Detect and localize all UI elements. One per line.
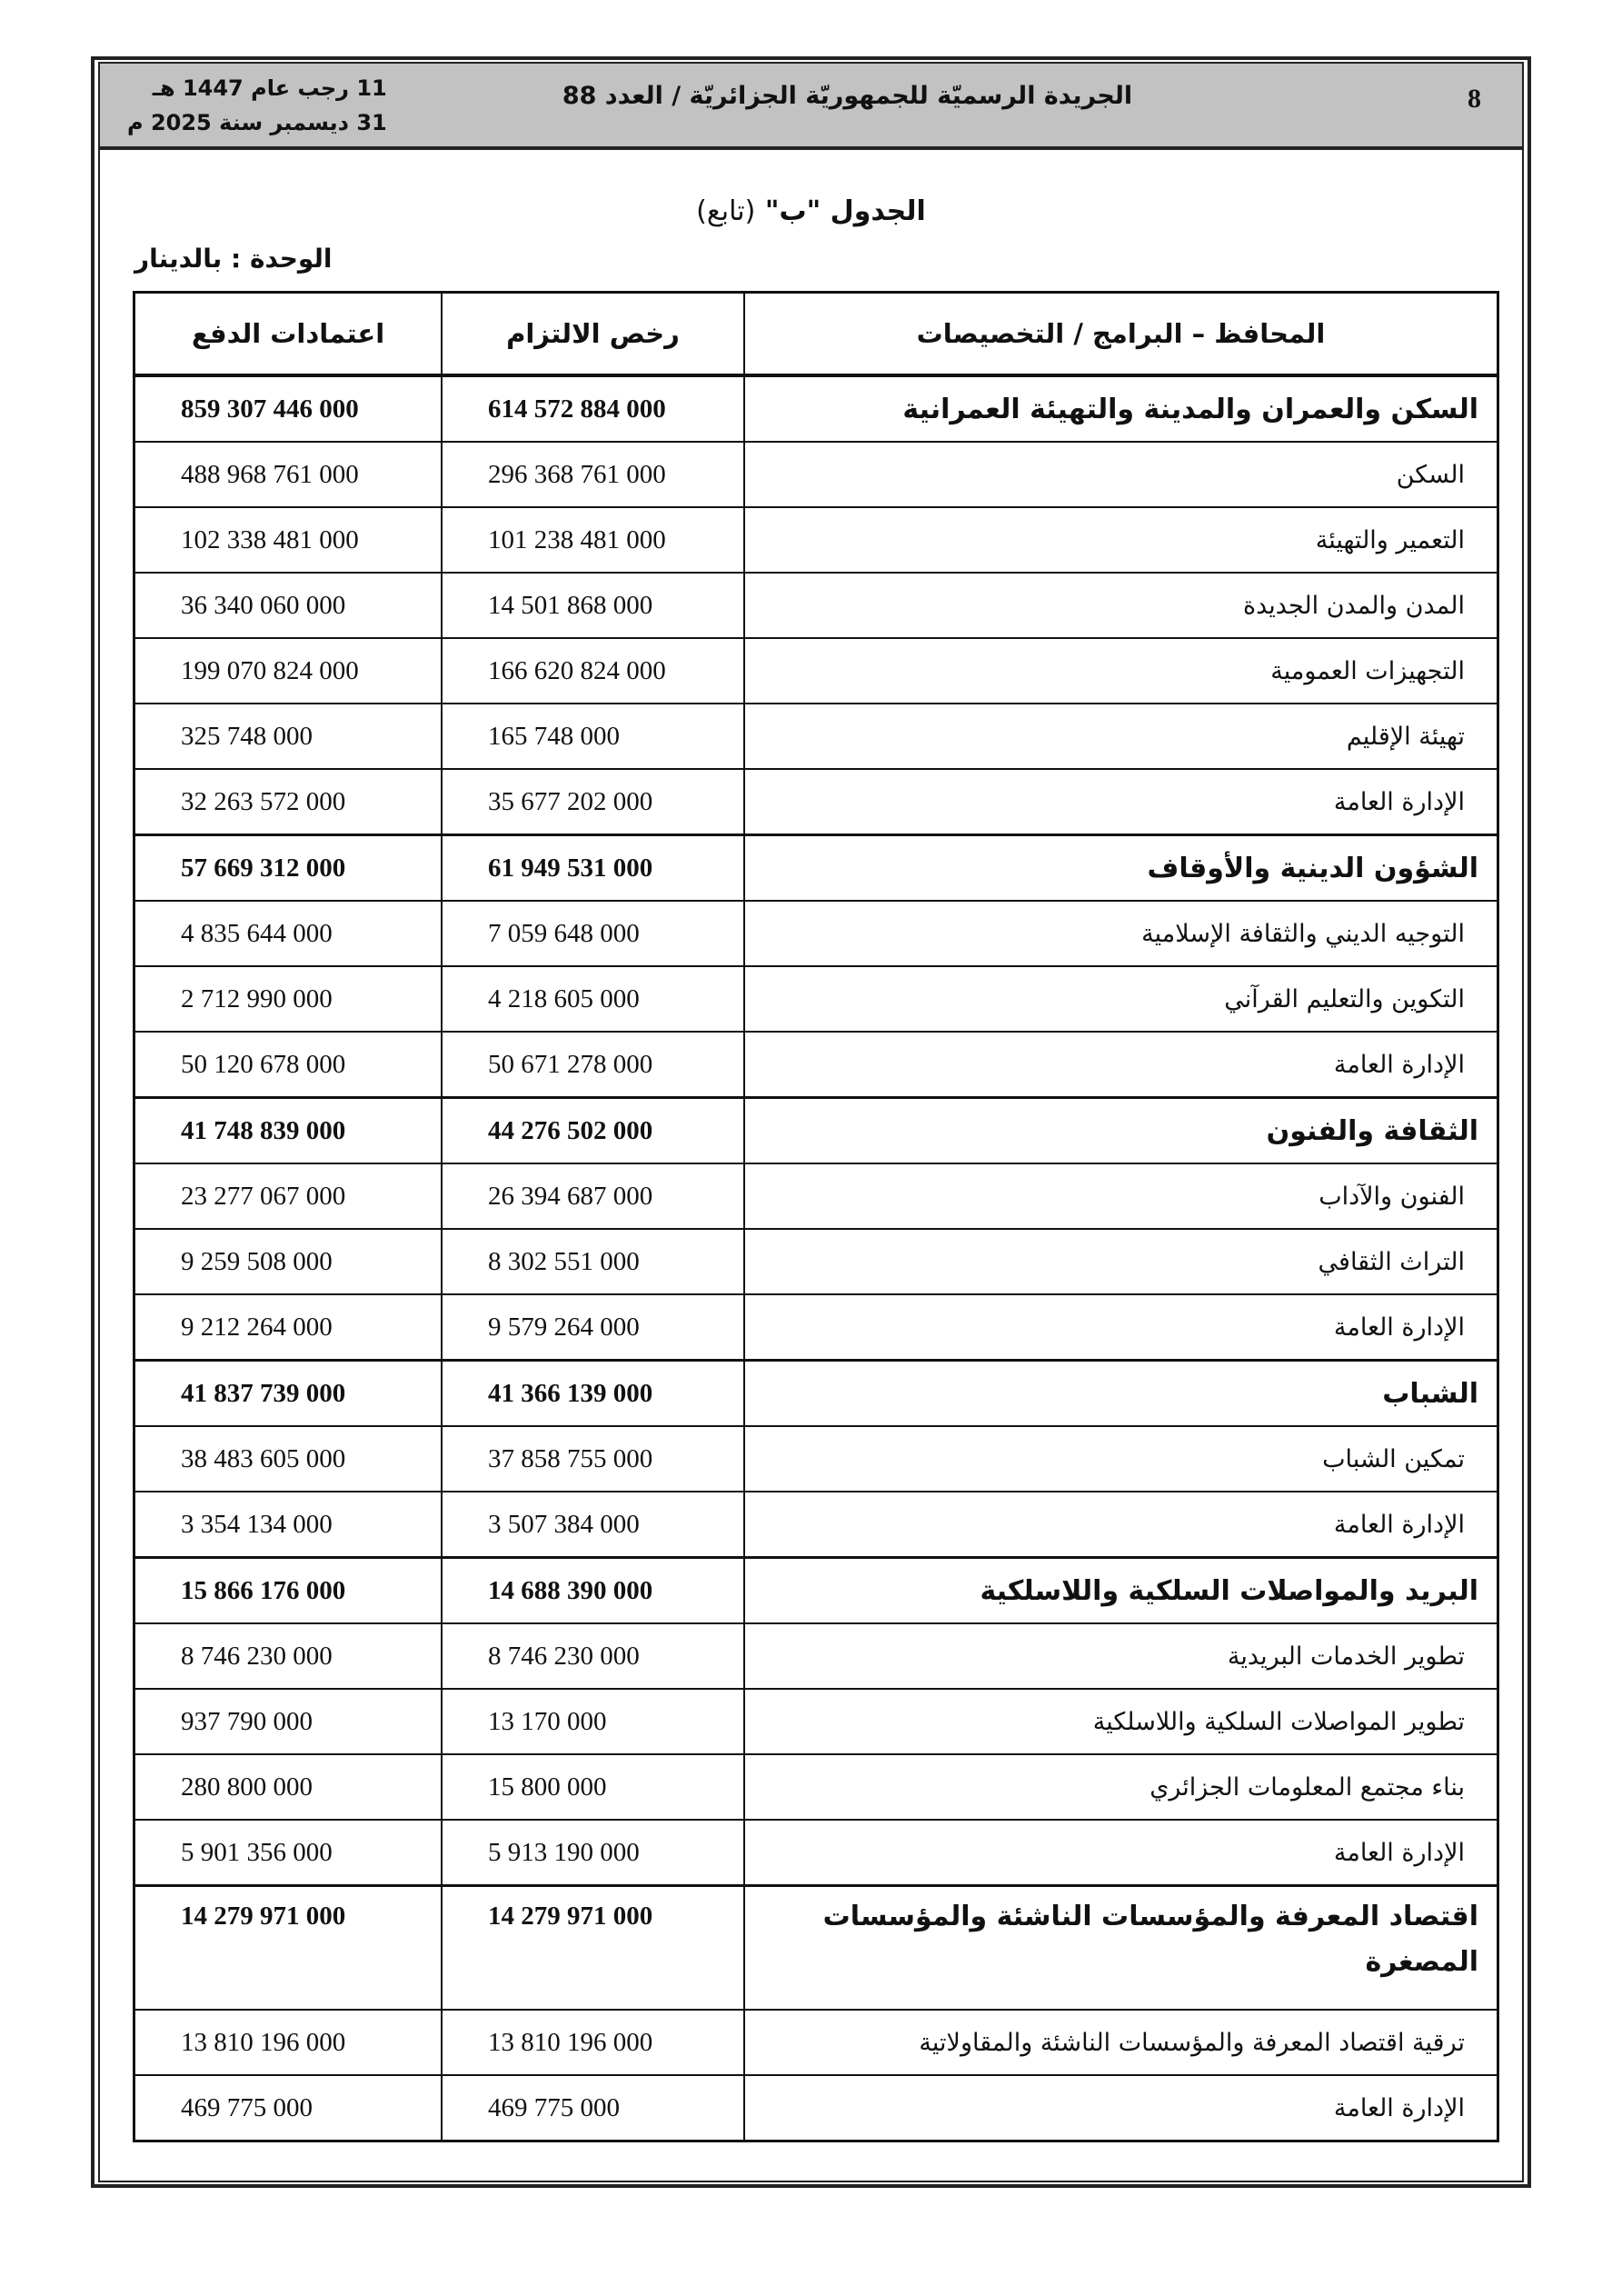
commitment-value: 165 748 000 bbox=[442, 704, 744, 769]
row-name: الإدارة العامة bbox=[744, 1294, 1498, 1361]
row-name: تمكين الشباب bbox=[744, 1426, 1498, 1492]
allocation-row bbox=[134, 966, 1498, 1032]
allocation-row bbox=[134, 704, 1498, 769]
program-row bbox=[134, 375, 1498, 442]
allocation-row bbox=[134, 901, 1498, 966]
commitment-value: 614 572 884 000 bbox=[442, 375, 744, 442]
payment-value: 50 120 678 000 bbox=[134, 1032, 443, 1098]
allocation-row bbox=[134, 1689, 1498, 1754]
unit-label: الوحدة : بالدينار bbox=[134, 244, 333, 274]
row-name: تطوير المواصلات السلكية واللاسلكية bbox=[744, 1689, 1498, 1754]
payment-value: 325 748 000 bbox=[134, 704, 443, 769]
allocation-row bbox=[134, 2010, 1498, 2075]
commitment-value: 15 800 000 bbox=[442, 1754, 744, 1820]
commitment-value: 8 302 551 000 bbox=[442, 1229, 744, 1294]
program-row bbox=[134, 835, 1498, 902]
row-name: التوجيه الديني والثقافة الإسلامية bbox=[744, 901, 1498, 966]
row-name: السكن bbox=[744, 442, 1498, 507]
commitment-value: 13 170 000 bbox=[442, 1689, 744, 1754]
allocation-row bbox=[134, 1032, 1498, 1098]
row-name: الإدارة العامة bbox=[744, 1820, 1498, 1886]
allocation-row bbox=[134, 507, 1498, 573]
date-gregorian: 31 ديسمبر سنة 2025 م bbox=[127, 110, 387, 135]
row-name: التكوين والتعليم القرآني bbox=[744, 966, 1498, 1032]
row-name: تهيئة الإقليم bbox=[744, 704, 1498, 769]
payment-value: 937 790 000 bbox=[134, 1689, 443, 1754]
commitment-value: 44 276 502 000 bbox=[442, 1098, 744, 1164]
payment-value: 14 279 971 000 bbox=[134, 1886, 443, 2011]
payment-value: 9 259 508 000 bbox=[134, 1229, 443, 1294]
table-title-main: الجدول "ب" bbox=[764, 195, 926, 227]
row-name: الثقافة والفنون bbox=[744, 1098, 1498, 1164]
date-hijri: 11 رجب عام 1447 هـ bbox=[152, 75, 387, 101]
column-header-payment: اعتمادات الدفع bbox=[134, 293, 443, 376]
table-title-sub: (تابع) bbox=[696, 195, 756, 227]
commitment-value: 13 810 196 000 bbox=[442, 2010, 744, 2075]
payment-value: 9 212 264 000 bbox=[134, 1294, 443, 1361]
table-header-row bbox=[134, 293, 1498, 376]
payment-value: 280 800 000 bbox=[134, 1754, 443, 1820]
row-name: الفنون والآداب bbox=[744, 1163, 1498, 1229]
row-name: الإدارة العامة bbox=[744, 2075, 1498, 2141]
row-name: ترقية اقتصاد المعرفة والمؤسسات الناشئة والمقاولاتية bbox=[744, 2010, 1498, 2075]
allocation-row bbox=[134, 1229, 1498, 1294]
budget-table bbox=[133, 291, 1499, 2142]
allocation-row bbox=[134, 1492, 1498, 1558]
page-header bbox=[100, 64, 1522, 150]
commitment-value: 166 620 824 000 bbox=[442, 638, 744, 704]
allocation-row bbox=[134, 1294, 1498, 1361]
allocation-row bbox=[134, 1426, 1498, 1492]
allocation-row bbox=[134, 769, 1498, 835]
program-row bbox=[134, 1886, 1498, 2011]
payment-value: 57 669 312 000 bbox=[134, 835, 443, 902]
row-name: الإدارة العامة bbox=[744, 1492, 1498, 1558]
commitment-value: 296 368 761 000 bbox=[442, 442, 744, 507]
allocation-row bbox=[134, 1163, 1498, 1229]
payment-value: 41 748 839 000 bbox=[134, 1098, 443, 1164]
row-name: البريد والمواصلات السلكية واللاسلكية bbox=[744, 1558, 1498, 1624]
payment-value: 199 070 824 000 bbox=[134, 638, 443, 704]
row-name: التراث الثقافي bbox=[744, 1229, 1498, 1294]
commitment-value: 26 394 687 000 bbox=[442, 1163, 744, 1229]
row-name: الشباب bbox=[744, 1361, 1498, 1427]
page-number: 8 bbox=[1468, 84, 1481, 114]
commitment-value: 50 671 278 000 bbox=[442, 1032, 744, 1098]
allocation-row bbox=[134, 1623, 1498, 1689]
commitment-value: 9 579 264 000 bbox=[442, 1294, 744, 1361]
commitment-value: 8 746 230 000 bbox=[442, 1623, 744, 1689]
table-title bbox=[0, 195, 1622, 227]
row-name: بناء مجتمع المعلومات الجزائري bbox=[744, 1754, 1498, 1820]
payment-value: 859 307 446 000 bbox=[134, 375, 443, 442]
allocation-row bbox=[134, 1754, 1498, 1820]
payment-value: 23 277 067 000 bbox=[134, 1163, 443, 1229]
commitment-value: 61 949 531 000 bbox=[442, 835, 744, 902]
payment-value: 36 340 060 000 bbox=[134, 573, 443, 638]
program-row bbox=[134, 1558, 1498, 1624]
payment-value: 3 354 134 000 bbox=[134, 1492, 443, 1558]
allocation-row bbox=[134, 2075, 1498, 2141]
commitment-value: 14 501 868 000 bbox=[442, 573, 744, 638]
program-row bbox=[134, 1361, 1498, 1427]
payment-value: 4 835 644 000 bbox=[134, 901, 443, 966]
allocation-row bbox=[134, 638, 1498, 704]
issue-date bbox=[127, 71, 387, 140]
column-header-programs: المحافظ – البرامج / التخصيصات bbox=[744, 293, 1498, 376]
commitment-value: 5 913 190 000 bbox=[442, 1820, 744, 1886]
row-name: اقتصاد المعرفة والمؤسسات الناشئة والمؤسسات المصغرة bbox=[744, 1886, 1498, 2011]
payment-value: 5 901 356 000 bbox=[134, 1820, 443, 1886]
payment-value: 13 810 196 000 bbox=[134, 2010, 443, 2075]
allocation-row bbox=[134, 442, 1498, 507]
commitment-value: 4 218 605 000 bbox=[442, 966, 744, 1032]
payment-value: 8 746 230 000 bbox=[134, 1623, 443, 1689]
commitment-value: 7 059 648 000 bbox=[442, 901, 744, 966]
row-name: الإدارة العامة bbox=[744, 1032, 1498, 1098]
column-header-commitment: رخص الالتزام bbox=[442, 293, 744, 376]
row-name: تطوير الخدمات البريدية bbox=[744, 1623, 1498, 1689]
journal-title: الجريدة الرسميّة للجمهوريّة الجزائريّة / العدد 88 bbox=[562, 82, 1133, 110]
payment-value: 15 866 176 000 bbox=[134, 1558, 443, 1624]
payment-value: 102 338 481 000 bbox=[134, 507, 443, 573]
row-name: الإدارة العامة bbox=[744, 769, 1498, 835]
commitment-value: 14 279 971 000 bbox=[442, 1886, 744, 2011]
commitment-value: 101 238 481 000 bbox=[442, 507, 744, 573]
row-name: الشؤون الدينية والأوقاف bbox=[744, 835, 1498, 902]
payment-value: 41 837 739 000 bbox=[134, 1361, 443, 1427]
commitment-value: 37 858 755 000 bbox=[442, 1426, 744, 1492]
payment-value: 2 712 990 000 bbox=[134, 966, 443, 1032]
commitment-value: 469 775 000 bbox=[442, 2075, 744, 2141]
row-name: التجهيزات العمومية bbox=[744, 638, 1498, 704]
commitment-value: 41 366 139 000 bbox=[442, 1361, 744, 1427]
payment-value: 38 483 605 000 bbox=[134, 1426, 443, 1492]
row-name: التعمير والتهيئة bbox=[744, 507, 1498, 573]
program-row bbox=[134, 1098, 1498, 1164]
payment-value: 32 263 572 000 bbox=[134, 769, 443, 835]
allocation-row bbox=[134, 1820, 1498, 1886]
payment-value: 469 775 000 bbox=[134, 2075, 443, 2141]
commitment-value: 3 507 384 000 bbox=[442, 1492, 744, 1558]
commitment-value: 35 677 202 000 bbox=[442, 769, 744, 835]
row-name: السكن والعمران والمدينة والتهيئة العمرانية bbox=[744, 375, 1498, 442]
row-name: المدن والمدن الجديدة bbox=[744, 573, 1498, 638]
commitment-value: 14 688 390 000 bbox=[442, 1558, 744, 1624]
payment-value: 488 968 761 000 bbox=[134, 442, 443, 507]
allocation-row bbox=[134, 573, 1498, 638]
